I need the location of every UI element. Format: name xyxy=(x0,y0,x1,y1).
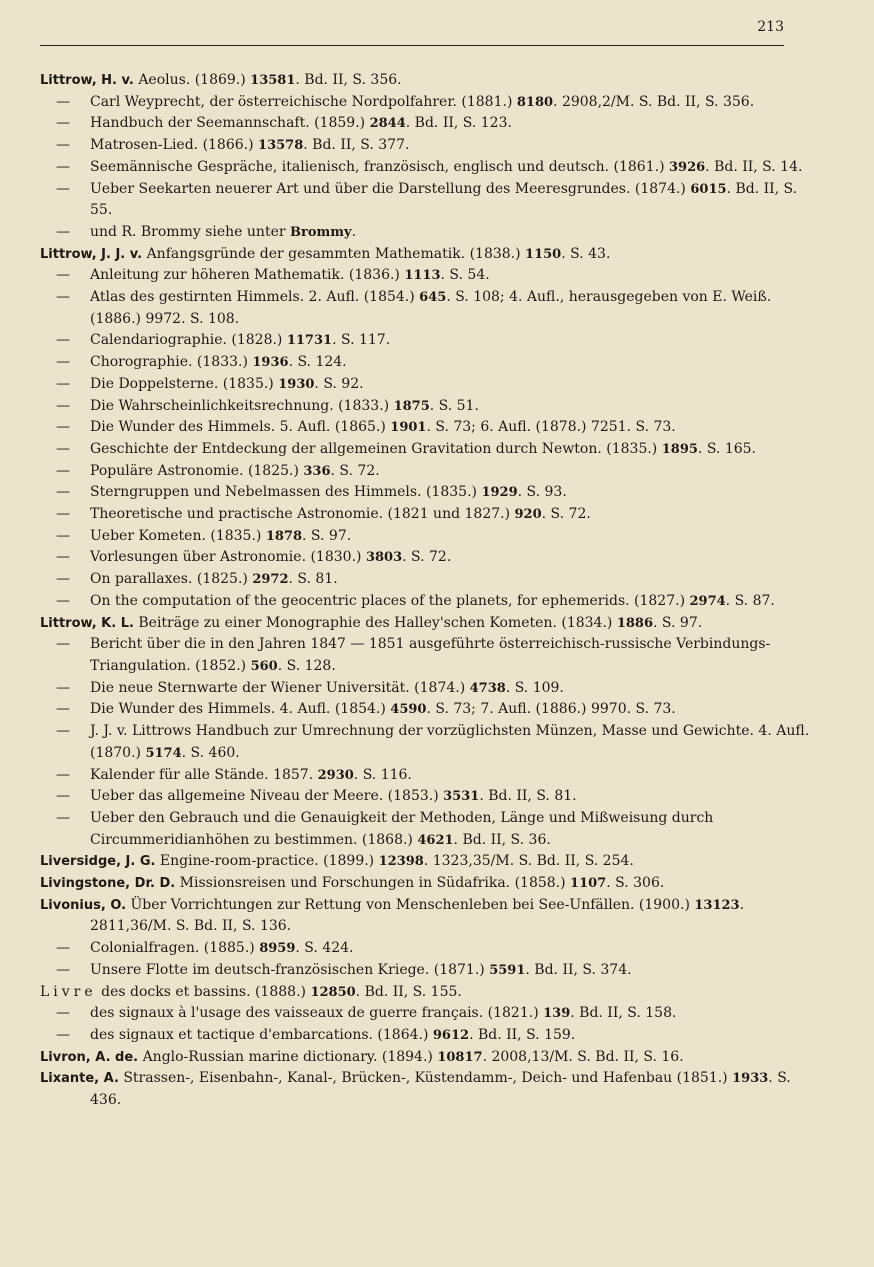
entry-main xyxy=(40,613,816,635)
entry-sub xyxy=(40,547,816,569)
entry-text: Über Vorrichtungen zur Rettung von Menschenleben bei See-Unfällen. (1900.) xyxy=(130,896,695,913)
entry-reference: . S. 165. xyxy=(697,440,756,457)
entry-text: Ueber Kometen. (1835.) xyxy=(90,527,266,544)
entry-reference: . S. 117. xyxy=(332,332,391,349)
entry-reference: . S. 72. xyxy=(541,506,591,523)
entry-dash: — xyxy=(56,397,70,414)
entry-reference: . Bd. II, S. 81. xyxy=(479,788,577,805)
entry-reference: . S. 460. xyxy=(181,744,240,761)
entry-reference: . S. 72. xyxy=(402,549,452,566)
entry-text: Strassen-, Eisenbahn-, Kanal-, Brücken-, Küstendamm-, Deich- und Hafenbau (1851.) xyxy=(123,1070,733,1087)
entry-catalog-number: 1895 xyxy=(661,441,698,457)
entry-sub xyxy=(40,634,816,677)
entry-reference: . 2811,36/M. S. Bd. II, S. 136. xyxy=(90,896,745,935)
entry-dash: — xyxy=(56,636,70,653)
entry-catalog-number: 2972 xyxy=(252,572,289,588)
entry-text: Anleitung zur höheren Mathematik. (1836.) xyxy=(90,267,405,284)
entry-catalog-number: 13123 xyxy=(694,897,740,913)
entry-main xyxy=(40,1047,816,1069)
entry-reference: . Bd. II, S. 36. xyxy=(453,831,551,848)
entry-catalog-number: 1936 xyxy=(252,355,289,371)
entry-dash: — xyxy=(56,462,70,479)
entry-reference: . Bd. II, S. 374. xyxy=(525,961,632,978)
entry-catalog-number: 12850 xyxy=(310,984,356,1000)
entry-reference: . S. 124. xyxy=(288,354,347,371)
entry-text: Populäre Astronomie. (1825.) xyxy=(90,462,304,479)
entry-text: Bericht über die in den Jahren 1847 — 1851 ausgeführte österreichisch-russische Verbindungs-Triangulation. (1852.) xyxy=(90,636,771,674)
entry-reference: . S. 436. xyxy=(90,1070,791,1109)
entry-reference: . Bd. II, S. 356. xyxy=(295,72,402,88)
entry-sub xyxy=(40,699,816,721)
entry-catalog-number: Brommy xyxy=(290,224,352,240)
entry-dash: — xyxy=(56,137,70,154)
entry-dash: — xyxy=(56,158,70,175)
entry-catalog-number: 139 xyxy=(543,1006,571,1022)
entry-catalog-number: 13581 xyxy=(250,73,296,88)
entry-text: Geschichte der Entdeckung der allgemeinen Gravitation durch Newton. (1835.) xyxy=(90,440,662,457)
entry-dash: — xyxy=(56,354,70,371)
entry-text: Chorographie. (1833.) xyxy=(90,354,253,371)
entry-catalog-number: 4738 xyxy=(469,680,506,696)
entry-catalog-number: 4590 xyxy=(390,702,427,718)
entry-catalog-number: 1930 xyxy=(278,376,315,392)
entry-main xyxy=(40,982,816,1004)
entry-text: Die Wunder des Himmels. 5. Aufl. (1865.) xyxy=(90,419,391,436)
entry-text: Ueber den Gebrauch und die Genauigkeit der Methoden, Länge und Mißweisung durch Circummeridianhöhen zu bestimmen. (1868.) xyxy=(90,809,714,848)
entry-catalog-number: 2930 xyxy=(317,767,354,783)
entry-catalog-number: 8180 xyxy=(516,94,554,110)
entry-text: Kalender für alle Stände. 1857. xyxy=(90,766,318,783)
entry-text: Die Doppelsterne. (1835.) xyxy=(90,375,279,392)
entry-reference: . S. 73; 6. Aufl. (1878.) 7251. S. 73. xyxy=(426,419,676,436)
entry-sub xyxy=(40,678,816,700)
entry-dash: — xyxy=(56,223,70,240)
entry-catalog-number: 1875 xyxy=(393,398,430,414)
entry-text: Vorlesungen über Astronomie. (1830.) xyxy=(90,549,366,566)
entry-dash: — xyxy=(56,506,70,523)
entry-sub xyxy=(40,157,816,179)
entry-main xyxy=(40,895,816,938)
entry-catalog-number: 10817 xyxy=(437,1049,483,1065)
entry-dash: — xyxy=(56,440,70,457)
entry-text: Matrosen-Lied. (1866.) xyxy=(90,137,259,154)
bibliography-entries xyxy=(40,70,816,1112)
entry-sub xyxy=(40,374,816,396)
entry-text: On the computation of the geocentric places of the planets, for ephemerids. (1827.) xyxy=(90,592,690,609)
entry-main xyxy=(40,873,816,895)
entry-sub xyxy=(40,330,816,352)
entry-catalog-number: 5591 xyxy=(489,962,526,978)
entry-reference: . xyxy=(351,223,357,240)
entry-sub xyxy=(40,287,816,330)
entry-catalog-number: 1107 xyxy=(570,876,607,892)
entry-catalog-number: 12398 xyxy=(378,854,424,870)
entry-dash: — xyxy=(56,180,70,197)
entry-reference: . S. 97. xyxy=(302,527,352,544)
entry-reference: . 1323,35/M. S. Bd. II, S. 254. xyxy=(423,853,634,870)
entry-catalog-number: 3531 xyxy=(443,789,480,805)
entry-catalog-number: 1150 xyxy=(525,246,562,262)
entry-catalog-number: 1113 xyxy=(404,268,441,284)
entry-text: Atlas des gestirnten Himmels. 2. Aufl. (1854.) xyxy=(90,289,420,306)
entry-reference: . Bd. II, S. 123. xyxy=(405,115,512,132)
entry-reference: . S. 81. xyxy=(288,571,338,588)
entry-text: Ueber das allgemeine Niveau der Meere. (1853.) xyxy=(90,788,444,805)
entry-catalog-number: 1901 xyxy=(390,420,427,436)
entry-catalog-number: 560 xyxy=(250,658,278,674)
entry-catalog-number: 645 xyxy=(419,290,447,306)
entry-text: Die neue Sternwarte der Wiener Universität. (1874.) xyxy=(90,679,470,696)
entry-sub xyxy=(40,786,816,808)
entry-dash: — xyxy=(56,701,70,718)
entry-sub xyxy=(40,1003,816,1025)
entry-text: Colonialfragen. (1885.) xyxy=(90,940,260,957)
entry-text: Anglo-Russian marine dictionary. (1894.) xyxy=(142,1048,438,1065)
entry-sub xyxy=(40,765,816,787)
entry-dash: — xyxy=(56,115,70,132)
entry-reference: . S. 116. xyxy=(353,766,412,783)
entry-author: Liversidge, J. G. xyxy=(40,854,156,870)
entry-dash: — xyxy=(56,679,70,696)
entry-text: Theoretische und practische Astronomie. (1821 und 1827.) xyxy=(90,506,515,523)
entry-reference: . S. 93. xyxy=(517,484,567,501)
entry-text: Calendariographie. (1828.) xyxy=(90,332,287,349)
entry-catalog-number: 6015 xyxy=(690,181,727,197)
entry-catalog-number: 920 xyxy=(514,507,542,523)
entry-sub xyxy=(40,352,816,374)
entry-reference: . S. 73; 7. Aufl. (1886.) 9970. S. 73. xyxy=(426,701,676,718)
entry-dash: — xyxy=(56,766,70,783)
entry-reference: . S. 51. xyxy=(429,397,479,414)
entry-catalog-number: 336 xyxy=(303,463,331,479)
entry-dash: — xyxy=(56,93,70,110)
entry-reference: . S. 97. xyxy=(653,614,703,631)
entry-reference: . S. 92. xyxy=(314,375,364,392)
entry-text: Beiträge zu einer Monographie des Halley'schen Kometen. (1834.) xyxy=(138,614,617,631)
entry-reference: . S. 108; 4. Aufl., herausgegeben von E. Weiß. (1886.) 9972. S. 108. xyxy=(90,289,772,327)
entry-text: Engine-room-practice. (1899.) xyxy=(159,853,379,870)
entry-reference: . S. 43. xyxy=(561,245,611,262)
entry-main xyxy=(40,244,816,266)
entry-text: Missionsreisen und Forschungen in Südafrika. (1858.) xyxy=(179,875,571,892)
entry-main xyxy=(40,851,816,873)
entry-dash: — xyxy=(56,940,70,957)
entry-catalog-number: 1878 xyxy=(265,528,303,544)
page-number: 213 xyxy=(757,19,784,35)
entry-catalog-number: 1929 xyxy=(481,485,518,501)
entry-dash: — xyxy=(56,289,70,306)
entry-sub xyxy=(40,1025,816,1047)
entry-text: und R. Brommy siehe unter xyxy=(90,223,290,240)
entry-author: Livonius, O. xyxy=(40,897,127,913)
entry-reference: . S. 109. xyxy=(505,679,564,696)
entry-text: Die Wahrscheinlichkeitsrechnung. (1833.) xyxy=(90,397,394,414)
entry-reference: . Bd. II, S. 55. xyxy=(90,180,798,219)
entry-dash: — xyxy=(56,571,70,588)
entry-text: Ueber Seekarten neuerer Art und über die Darstellung des Meeresgrundes. (1874.) xyxy=(90,180,691,197)
entry-catalog-number: 13578 xyxy=(258,138,304,154)
entry-sub xyxy=(40,396,816,418)
entry-reference: . S. 54. xyxy=(440,267,490,284)
entry-text: Die Wunder des Himmels. 4. Aufl. (1854.) xyxy=(90,701,391,718)
entry-catalog-number: 2844 xyxy=(369,116,406,132)
entry-text: Carl Weyprecht, der österreichische Nordpolfahrer. (1881.) xyxy=(90,93,517,110)
entry-author: Livingstone, Dr. D. xyxy=(40,876,176,892)
entry-sub xyxy=(40,135,816,157)
entry-dash: — xyxy=(56,484,70,501)
entry-sub xyxy=(40,938,816,960)
entry-sub xyxy=(40,960,816,982)
entry-catalog-number: 1933 xyxy=(732,1071,769,1087)
entry-text: J. J. v. Littrows Handbuch zur Umrechnung der vorzüglichsten Münzen, Masse und Gewichte. 4. Aufl. (1870.) xyxy=(90,723,810,761)
entry-dash: — xyxy=(56,592,70,609)
entry-dash: — xyxy=(56,788,70,805)
entry-dash: — xyxy=(56,1005,70,1022)
entry-text: Handbuch der Seemannschaft. (1859.) xyxy=(90,115,370,132)
entry-sub xyxy=(40,113,816,135)
entry-text: Aeolus. (1869.) xyxy=(138,72,251,88)
entry-dash: — xyxy=(56,1026,70,1043)
entry-dash: — xyxy=(56,961,70,978)
entry-author: Littrow, H. v. xyxy=(40,73,134,88)
entry-catalog-number: 2974 xyxy=(689,593,726,609)
entry-dash: — xyxy=(56,375,70,392)
entry-catalog-number: 5174 xyxy=(145,745,182,761)
entry-catalog-number: 9612 xyxy=(432,1027,470,1043)
entry-main xyxy=(40,70,816,92)
entry-dash: — xyxy=(56,723,70,740)
entry-catalog-number: 3803 xyxy=(365,550,403,566)
entry-author: Lixante, A. xyxy=(40,1071,119,1087)
entry-reference: . S. 424. xyxy=(295,940,354,957)
entry-reference: . Bd. II, S. 155. xyxy=(355,983,462,1000)
entry-sub xyxy=(40,721,816,764)
entry-sub xyxy=(40,526,816,548)
entry-reference: . Bd. II, S. 159. xyxy=(469,1026,576,1043)
entry-text: des signaux à l'usage des vaisseaux de guerre français. (1821.) xyxy=(90,1005,544,1022)
entry-reference: . S. 128. xyxy=(277,657,336,674)
entry-text: des signaux et tactique d'embarcations. (1864.) xyxy=(90,1026,433,1043)
entry-catalog-number: 4621 xyxy=(417,832,454,848)
entry-reference: . S. 87. xyxy=(725,592,775,609)
entry-dash: — xyxy=(56,549,70,566)
entry-sub xyxy=(40,417,816,439)
entry-sub xyxy=(40,265,816,287)
entry-catalog-number: 1886 xyxy=(616,615,654,631)
entry-sub xyxy=(40,569,816,591)
entry-reference: . Bd. II, S. 158. xyxy=(570,1005,677,1022)
entry-text: Seemännische Gespräche, italienisch, französisch, englisch und deutsch. (1861.) xyxy=(90,158,669,175)
entry-sub xyxy=(40,222,816,244)
entry-text: des docks et bassins. (1888.) xyxy=(96,983,311,1000)
entry-catalog-number: 11731 xyxy=(286,333,333,349)
entry-catalog-number: 8959 xyxy=(259,941,296,957)
entry-author: Littrow, J. J. v. xyxy=(40,246,143,262)
entry-text: Sterngruppen und Nebelmassen des Himmels. (1835.) xyxy=(90,484,482,501)
entry-reference: . 2008,13/M. S. Bd. II, S. 16. xyxy=(482,1048,684,1065)
entry-sub xyxy=(40,179,816,222)
entry-text: Unsere Flotte im deutsch-französischen Kriege. (1871.) xyxy=(90,961,490,978)
entry-dash: — xyxy=(56,332,70,349)
entry-text: Anfangsgründe der gesammten Mathematik. (1838.) xyxy=(146,245,526,262)
entry-spaced-title: Livre xyxy=(40,983,97,1000)
header-rule xyxy=(40,45,784,46)
entry-dash: — xyxy=(56,527,70,544)
entry-author: Littrow, K. L. xyxy=(40,615,134,631)
entry-dash: — xyxy=(56,809,70,826)
entry-author: Livron, A. de. xyxy=(40,1049,139,1065)
entry-sub xyxy=(40,92,816,114)
entry-sub xyxy=(40,808,816,851)
entry-sub xyxy=(40,461,816,483)
entry-text: On parallaxes. (1825.) xyxy=(90,571,253,588)
entry-sub xyxy=(40,439,816,461)
entry-dash: — xyxy=(56,267,70,284)
entry-reference: . Bd. II, S. 377. xyxy=(303,137,410,154)
entry-main xyxy=(40,1068,816,1111)
entry-reference: . Bd. II, S. 14. xyxy=(705,158,803,175)
entry-sub xyxy=(40,482,816,504)
entry-sub xyxy=(40,591,816,613)
entry-catalog-number: 3926 xyxy=(668,159,706,175)
entry-sub xyxy=(40,504,816,526)
entry-reference: . S. 306. xyxy=(606,875,665,892)
entry-reference: . S. 72. xyxy=(330,462,380,479)
entry-dash: — xyxy=(56,419,70,436)
entry-reference: . 2908,2/M. S. Bd. II, S. 356. xyxy=(553,93,755,110)
